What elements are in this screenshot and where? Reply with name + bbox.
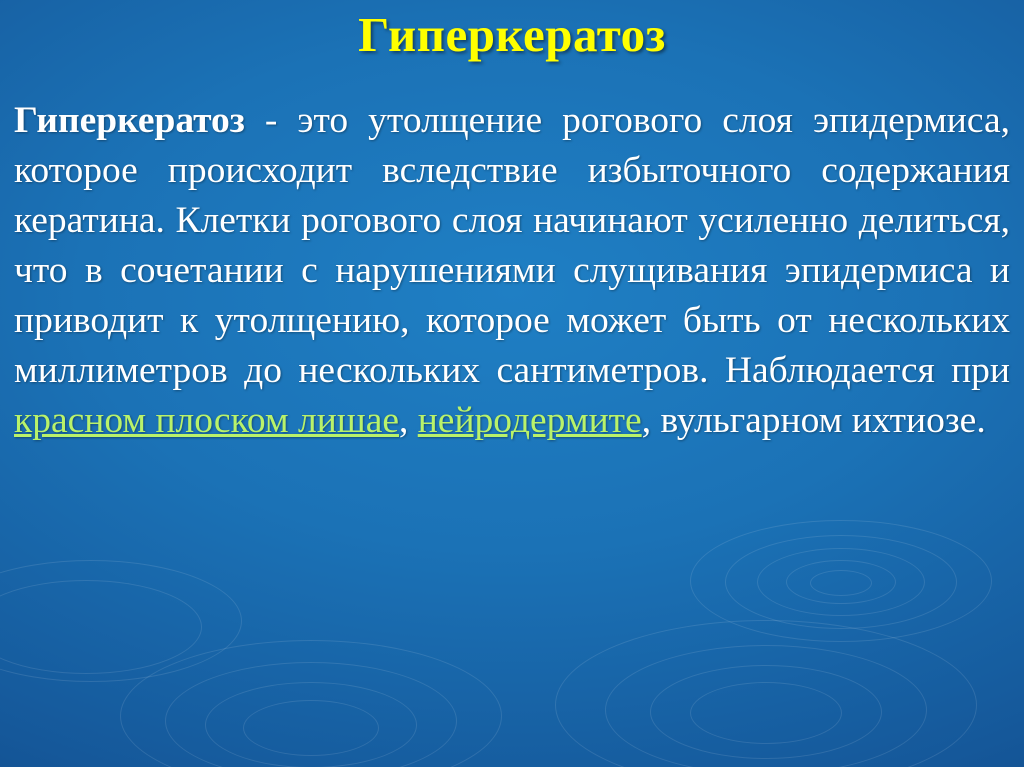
body-text-after-links: , вульгарном ихтиозе. (641, 400, 986, 441)
link-krasnyy-ploskiy-lishay[interactable]: красном плоском лишае (14, 400, 399, 441)
body-text-between-links: , (398, 400, 418, 441)
body-paragraph (14, 96, 1010, 446)
slide-title-bar (0, 6, 1024, 63)
page-title: Гиперкератоз (358, 7, 666, 62)
body-text-before-links: - это утолщение рогового слоя эпидермиса, которое происходит вследствие избыточного содержания кератина. Клетки рогового слоя начинают усиленно делиться, что в сочетании с нарушениями слущивания эпидермиса и приводит к утолщению, которое может быть от нескольких миллиметров до нескольких сантиметров. Наблюдается при (14, 100, 1010, 391)
link-neyrodermit[interactable]: нейродермите (417, 400, 642, 441)
slide-body (14, 96, 1010, 446)
lead-term: Гиперкератоз (14, 100, 245, 141)
